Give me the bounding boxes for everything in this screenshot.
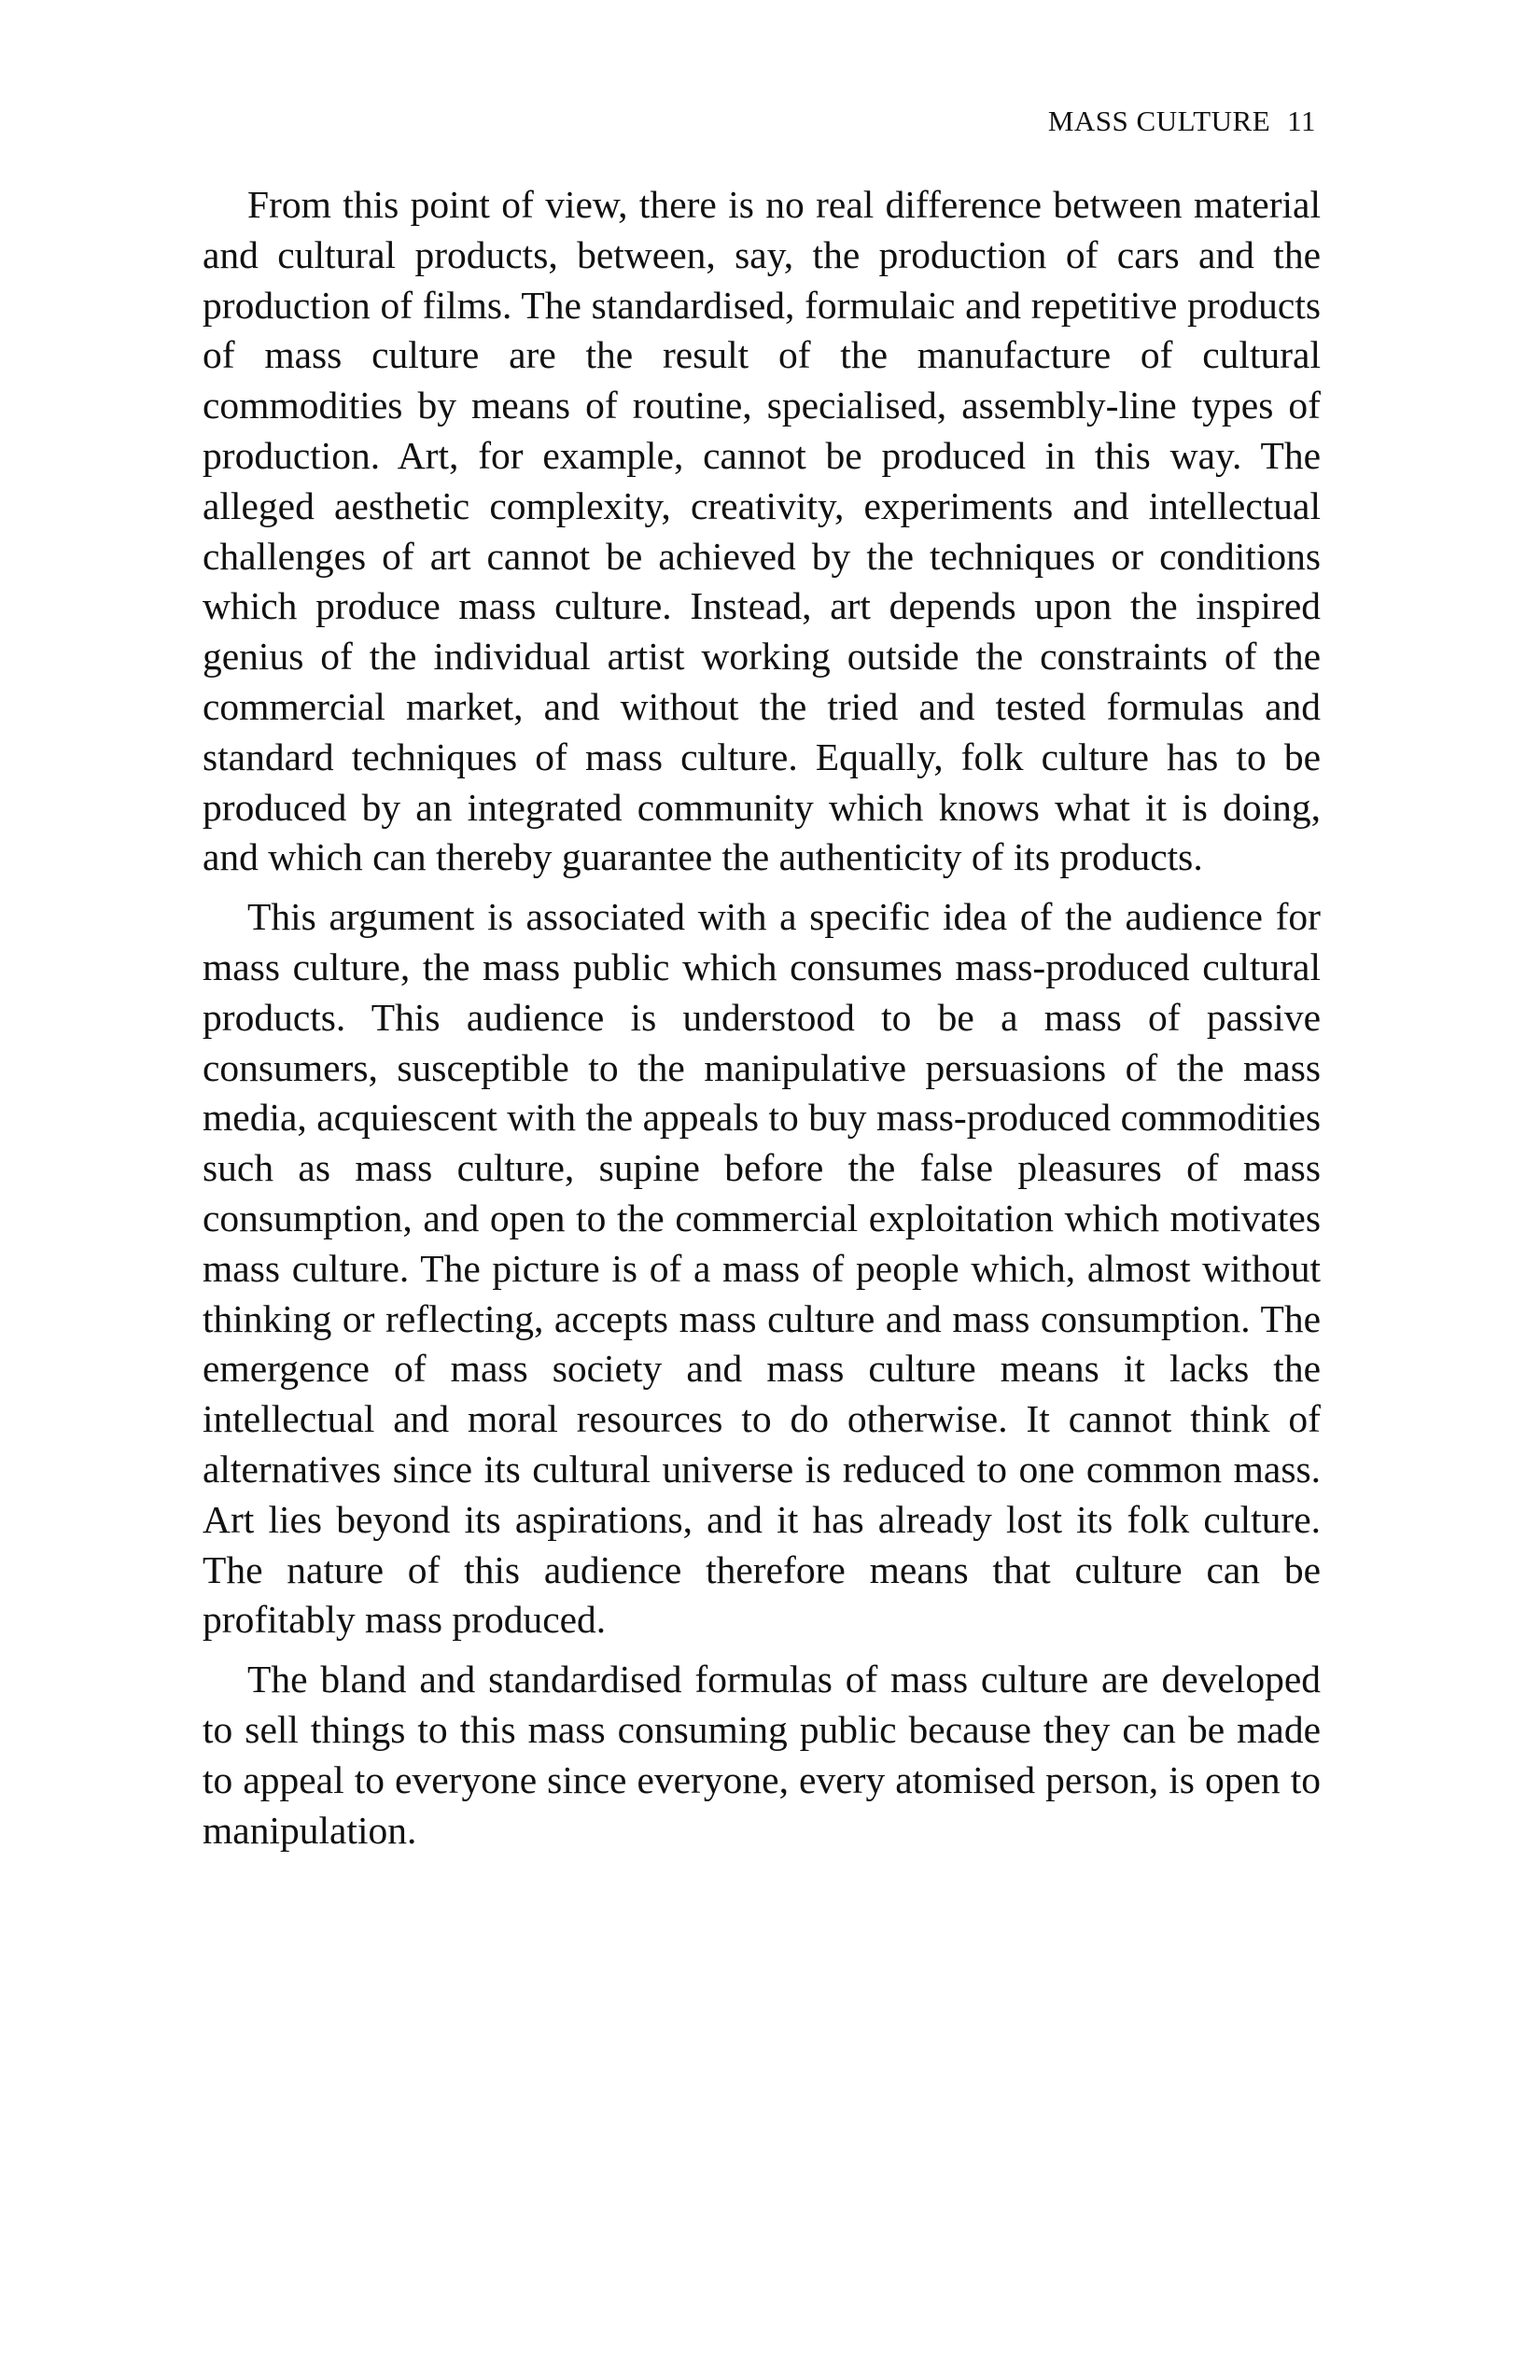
body-text	[203, 180, 1321, 1865]
paragraph-3: The bland and standardised formulas of mass culture are developed to sell things to this mass consuming public because they can be made to appeal to everyone since everyone, every atomised person, is open to manipulation.	[203, 1658, 1321, 1852]
running-head	[1048, 105, 1316, 138]
paragraph-1: From this point of view, there is no real difference between material and cultural products, between, say, the production of cars and the production of films. The standardised, formulaic and repetitive products of mass culture are the result of the manufacture of cultural commodities by means of routine, specialised, assembly-line types of production. Art, for example, cannot be produced in this way. The alleged aesthetic complexity, creativity, experiments and intellectual challenges of art cannot be achieved by the techniques or conditions which produce mass culture. Instead, art depends upon the inspired genius of the individual artist working outside the constraints of the commercial market, and without the tried and tested formulas and standard techniques of mass culture. Equally, folk culture has to be produced by an integrated community which knows what it is doing, and which can thereby guarantee the authenticity of its products.	[203, 183, 1321, 879]
page-number: 11	[1287, 105, 1316, 137]
running-title: MASS CULTURE	[1047, 105, 1271, 137]
paragraph-2: This argument is associated with a specific idea of the audience for mass culture, the mass public which consumes mass-produced cultural products. This audience is understood to be a mass of passive consumers, susceptible to the manipulative persuasions of the mass media, acquiescent with the appeals to buy mass-produced commodities such as mass culture, supine before the false pleasures of mass consumption, and open to the commercial exploitation which motivates mass culture. The picture is of a mass of people which, almost without thinking or reflecting, accepts mass culture and mass consumption. The emergence of mass society and mass culture means it lacks the intellectual and moral resources to do otherwise. It cannot think of alternatives since its cultural universe is reduced to one common mass. Art lies beyond its aspirations, and it has already lost its folk culture. The nature of this audience therefore means that culture can be profitably mass produced.	[203, 895, 1321, 1642]
